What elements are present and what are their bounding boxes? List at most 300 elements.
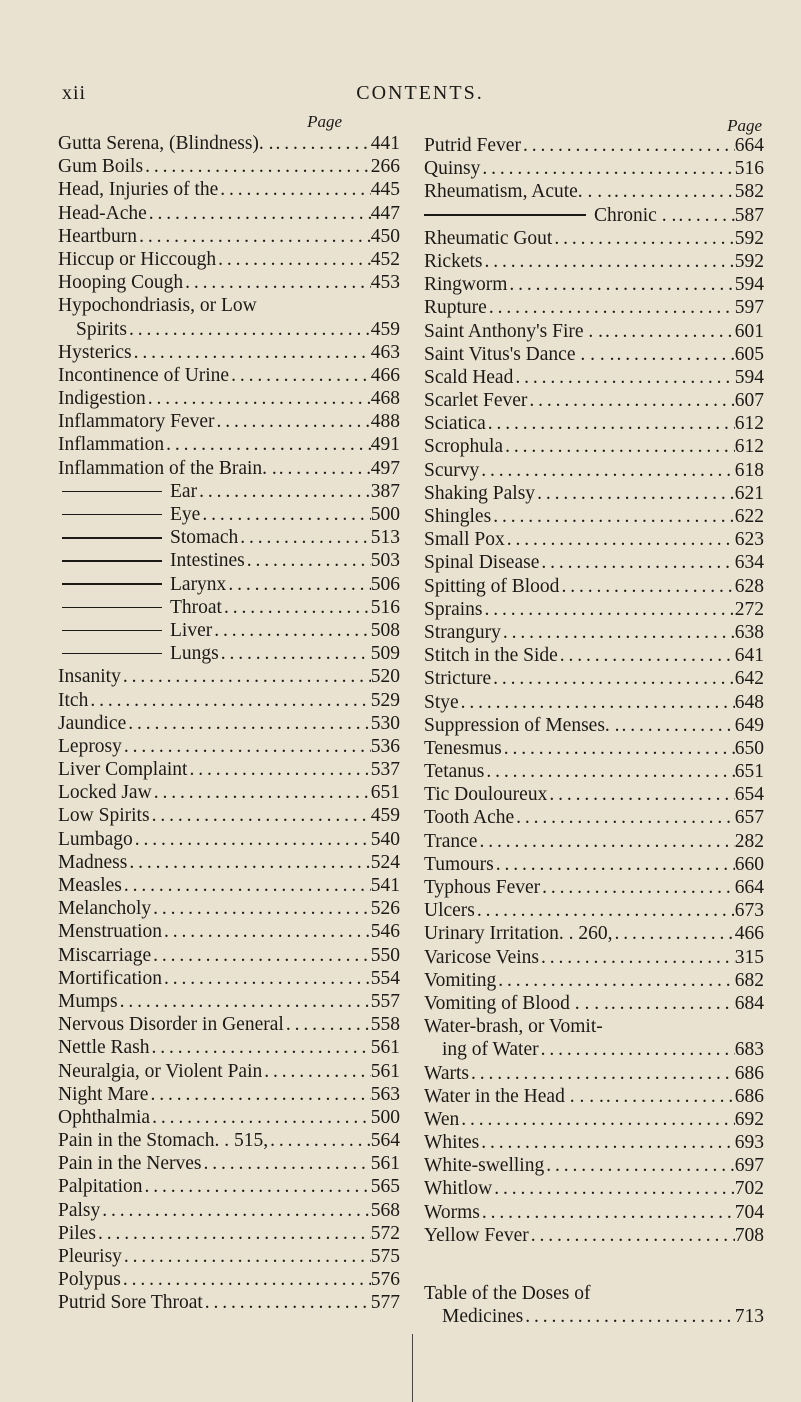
entry-title-text: Polypus [58, 1269, 121, 1291]
entry-page-number: 649 [734, 714, 764, 736]
index-entry [424, 644, 764, 667]
entry-page-number: 565 [370, 1176, 400, 1198]
entry-title-text: Lumbago [58, 828, 133, 850]
entry-title-text: Scrophula [424, 436, 504, 458]
dot-leader [558, 644, 735, 667]
dot-leader [162, 920, 371, 943]
entry-title [424, 250, 483, 273]
index-entry [58, 990, 400, 1013]
entry-title [58, 874, 122, 897]
entry-title-text: Larynx [170, 573, 227, 595]
entry-page-number: 621 [734, 482, 764, 504]
index-list-left [58, 132, 400, 1315]
index-entry [58, 387, 400, 410]
entry-title-text: Neuralgia, or Violent Pain [58, 1060, 263, 1082]
index-entry [424, 1177, 764, 1200]
entry-title-text: Spitting of Blood [424, 575, 560, 597]
index-entry [58, 1175, 400, 1198]
index-entry [424, 783, 764, 806]
entry-page-number: 657 [734, 807, 764, 829]
index-entry [58, 851, 400, 874]
entry-title [424, 320, 603, 343]
entry-title [424, 459, 479, 482]
entry-page-number: 516 [370, 596, 400, 618]
dot-leader [459, 691, 735, 714]
index-entry [58, 1245, 400, 1268]
index-entry [424, 1305, 764, 1328]
entry-page-number: 516 [734, 158, 764, 180]
entry-title [58, 828, 133, 851]
ditto-rule [62, 607, 162, 609]
entry-title-text: Ear [170, 480, 198, 502]
ditto-rule [62, 630, 162, 632]
entry-page-number: 684 [734, 992, 764, 1014]
dot-leader [505, 528, 735, 551]
entry-title-text: Trance [424, 830, 478, 852]
dot-leader [268, 1129, 371, 1152]
dot-leader [612, 922, 734, 945]
dot-leader [100, 1199, 370, 1222]
entry-page-number: 445 [370, 179, 400, 201]
dot-leader [245, 549, 371, 572]
dot-leader [127, 318, 371, 341]
entry-title [424, 714, 620, 737]
entry-title-text: Chronic . . [594, 204, 677, 226]
entry-page-number: 387 [370, 480, 400, 502]
dot-leader [523, 1305, 735, 1328]
entry-page-number: 664 [734, 135, 764, 156]
entry-page-number: 491 [370, 434, 400, 456]
entry-title [58, 665, 121, 688]
dot-leader [127, 851, 370, 874]
entry-page-number: 520 [370, 666, 400, 688]
entry-page-number: 468 [370, 388, 400, 410]
entry-title [424, 969, 496, 992]
dot-leader [284, 1013, 371, 1036]
index-entry [58, 178, 400, 201]
entry-title [424, 575, 559, 598]
entry-title [58, 480, 197, 503]
entry-title [424, 806, 514, 829]
dot-leader [183, 271, 371, 294]
index-entry [58, 735, 400, 758]
entry-title-text: Varicose Veins [424, 946, 539, 968]
index-entry [58, 294, 400, 317]
entry-title-text: Small Pox [424, 529, 505, 551]
entry-page-number: 541 [370, 875, 400, 896]
entry-title [58, 294, 257, 317]
index-entry [58, 1222, 400, 1245]
index-entry [424, 969, 764, 992]
entry-page-number: 607 [734, 390, 764, 412]
entry-title [58, 1106, 150, 1129]
entry-title-text: Madness [58, 851, 128, 873]
dot-leader [150, 1036, 371, 1059]
entry-title-text: ing of Water [442, 1039, 539, 1061]
index-entry [58, 573, 400, 596]
entry-page-number: 673 [734, 900, 764, 922]
entry-page-number: 638 [734, 621, 764, 643]
entry-title [58, 410, 215, 433]
entry-title [424, 1131, 479, 1154]
index-entry [424, 992, 764, 1015]
dot-leader [219, 642, 371, 665]
entry-title-text: Pleurisy [58, 1246, 122, 1267]
entry-title [58, 549, 245, 572]
dot-leader [514, 806, 735, 829]
entry-title-text: Scald Head [424, 366, 514, 388]
entry-title [58, 642, 219, 665]
entry-page-number: 558 [370, 1014, 400, 1036]
entry-title [424, 830, 477, 853]
index-entry [424, 296, 764, 319]
index-entry [58, 665, 400, 688]
page-column-label: Page [727, 116, 762, 135]
entry-title-text: Miscarriage [58, 944, 152, 966]
entry-title [58, 1060, 262, 1083]
index-entry [58, 341, 400, 364]
index-entry [424, 621, 764, 644]
entry-title [58, 387, 146, 410]
index-entry [58, 410, 400, 433]
dot-leader [480, 157, 734, 180]
dot-leader [121, 665, 371, 688]
entry-title-text: Typhous Fever [424, 877, 541, 898]
entry-title-text: Rheumatic Gout [424, 227, 553, 249]
entry-title [424, 227, 552, 250]
entry-page-number: 651 [370, 782, 400, 804]
entry-title [58, 1222, 96, 1245]
index-entry [58, 433, 400, 456]
ditto-rule [62, 583, 162, 585]
column-divider [412, 1334, 413, 1402]
dot-leader [203, 1291, 371, 1314]
dot-leader [559, 575, 734, 598]
entry-page-number: 500 [370, 504, 400, 525]
index-entry [58, 248, 400, 271]
entry-title [58, 503, 200, 526]
entry-page-number: 592 [734, 250, 764, 272]
entry-title [58, 920, 162, 943]
section-gap [424, 1247, 764, 1282]
dot-leader [197, 480, 371, 503]
entry-page-number: 500 [370, 1106, 400, 1128]
entry-title-text: Lungs [170, 643, 219, 665]
entry-title-text: Vomiting [424, 969, 497, 991]
entry-title-text: White-swelling [424, 1155, 545, 1177]
dot-leader [146, 387, 371, 410]
index-entry [424, 250, 764, 273]
index-entry [58, 967, 400, 990]
entry-page-number: 576 [370, 1269, 400, 1291]
entry-title [58, 1291, 203, 1314]
dot-leader [277, 457, 371, 480]
index-entry [424, 482, 764, 505]
dot-leader [603, 320, 735, 343]
entry-title-text: Gutta Serena, (Blindness). . [58, 133, 274, 154]
entry-page-number: 597 [734, 297, 764, 319]
dot-leader [486, 412, 735, 435]
entry-title [58, 364, 229, 387]
entry-page-number: 459 [370, 318, 400, 340]
index-entry [58, 920, 400, 943]
dot-leader [535, 482, 735, 505]
entry-title-text: Nettle Rash [58, 1037, 150, 1059]
dot-leader [229, 364, 371, 387]
index-entry [58, 1268, 400, 1291]
entry-page-number: 526 [370, 898, 400, 920]
entry-title [424, 482, 535, 505]
dot-leader [496, 969, 735, 992]
index-entry [424, 157, 764, 180]
index-entry [424, 691, 764, 714]
entry-page-number: 577 [370, 1292, 400, 1314]
index-entry [424, 1038, 764, 1061]
entry-title-text: Throat [170, 596, 222, 618]
entry-page-number: 546 [370, 921, 400, 943]
entry-title [424, 853, 494, 876]
dot-leader [226, 573, 370, 596]
entry-page-number: 654 [734, 784, 764, 806]
index-entry [424, 505, 764, 528]
index-entry [424, 1131, 764, 1154]
entry-page-number: 708 [734, 1224, 764, 1246]
entry-title [58, 248, 216, 271]
entry-title-text: Incontinence of Urine [58, 364, 230, 386]
entry-page-number: 447 [370, 202, 400, 224]
entry-title-text: Inflammation [58, 434, 165, 456]
entry-page-number: 592 [734, 227, 764, 249]
dot-leader [620, 714, 735, 737]
entry-page-number: 693 [734, 1132, 764, 1154]
entry-title [424, 435, 503, 458]
entry-title-text: Mortification [58, 967, 162, 989]
index-entry [424, 737, 764, 760]
dot-leader [513, 366, 734, 389]
dot-leader [122, 1245, 371, 1268]
entry-title [424, 1108, 459, 1131]
entry-title [424, 1305, 523, 1328]
dot-leader [152, 781, 371, 804]
entry-title-text: Locked Jaw [58, 782, 152, 804]
dot-leader [491, 667, 735, 690]
entry-title [58, 758, 187, 781]
index-entry [424, 714, 764, 737]
index-entry [58, 155, 400, 178]
entry-page-number: 463 [370, 341, 400, 363]
entry-title-text: Rheumatism, Acute. . . . [424, 181, 612, 203]
ditto-rule [62, 537, 162, 539]
entry-title [424, 598, 483, 621]
index-entry [58, 364, 400, 387]
dot-leader [529, 1224, 735, 1247]
index-entry [58, 944, 400, 967]
index-entry [424, 899, 764, 922]
index-entry [424, 1085, 764, 1108]
entry-title [58, 271, 183, 294]
index-entry [58, 1199, 400, 1222]
entry-title-text: Strangury [424, 621, 501, 643]
entry-title-text: Water-brash, or Vomit- [424, 1016, 603, 1038]
entry-page-number: 692 [734, 1108, 764, 1130]
index-entry [424, 667, 764, 690]
index-entry [58, 1036, 400, 1059]
dot-leader [483, 250, 735, 273]
entry-title [58, 318, 127, 341]
dot-leader [604, 1085, 735, 1108]
dot-leader [539, 1038, 735, 1061]
entry-title-text: Night Mare [58, 1083, 149, 1105]
dot-leader [459, 1108, 735, 1131]
entry-page-number: 664 [734, 877, 764, 898]
ditto-rule [424, 214, 586, 216]
entry-title-text: Suppression of Menses. . [424, 714, 620, 736]
dot-leader [137, 225, 371, 248]
entry-title [58, 1083, 148, 1106]
entry-title-text: Head, Injuries of the [58, 179, 219, 201]
index-entry [424, 389, 764, 412]
index-entry [424, 134, 764, 157]
entry-page-number: 623 [734, 529, 764, 551]
index-entry [58, 596, 400, 619]
entry-title [424, 667, 491, 690]
entry-title-text: Gum Boils [58, 156, 144, 178]
entry-title [58, 897, 151, 920]
entry-title [58, 944, 151, 967]
entry-title [58, 573, 226, 596]
entry-page-number: 587 [734, 204, 764, 226]
entry-page-number: 704 [734, 1201, 764, 1223]
entry-title [424, 157, 480, 180]
entry-title [424, 412, 486, 435]
dot-leader [96, 1222, 371, 1245]
entry-title [58, 1199, 100, 1222]
entry-page-number: 554 [370, 967, 400, 989]
entry-title-text: Melancholy [58, 898, 152, 920]
index-entry [58, 132, 400, 155]
entry-title-text: Piles [58, 1222, 96, 1244]
dot-leader [544, 1154, 735, 1177]
dot-leader [552, 227, 734, 250]
entry-title-text: Tetanus [424, 761, 485, 783]
index-entry [58, 828, 400, 851]
entry-title-text: Ulcers [424, 900, 475, 922]
dot-leader [492, 1177, 735, 1200]
dot-leader [121, 1268, 371, 1291]
entry-title-text: Hysterics [58, 341, 132, 363]
entry-title [424, 528, 505, 551]
entry-title [58, 225, 137, 248]
dot-leader [479, 1131, 735, 1154]
index-entry [424, 180, 764, 203]
entry-title [424, 343, 614, 366]
entry-page-number: 683 [734, 1039, 764, 1061]
index-entry [424, 876, 764, 899]
entry-page-number: 282 [734, 830, 764, 852]
entry-title-text: Palpitation [58, 1176, 143, 1198]
entry-title-text: Tic Douloureux [424, 784, 548, 806]
entry-page-number: 536 [370, 735, 400, 757]
dot-leader [502, 737, 735, 760]
entry-title [424, 737, 502, 760]
dot-leader [480, 1201, 735, 1224]
entry-title [58, 1175, 143, 1198]
dot-leader [150, 804, 371, 827]
dot-leader [539, 551, 734, 574]
entry-title-text: Leprosy [58, 735, 122, 757]
entry-page-number: 509 [370, 643, 400, 665]
entry-title [58, 202, 147, 225]
entry-title-text: Menstruation [58, 921, 162, 943]
index-list-right [424, 134, 764, 1328]
entry-title-text: Putrid Sore Throat [58, 1292, 203, 1314]
entry-title-text: Yellow Fever [424, 1224, 529, 1246]
dot-leader [507, 273, 734, 296]
entry-page-number: 506 [370, 573, 400, 595]
index-entry [58, 758, 400, 781]
entry-title [424, 644, 558, 667]
entry-title-text: Low Spirits [58, 805, 150, 827]
entry-title-text: Water in the Head . . . . [424, 1085, 604, 1107]
entry-page-number: 682 [734, 969, 764, 991]
dot-leader [479, 459, 735, 482]
entry-title-text: Liver Complaint [58, 759, 188, 781]
index-entry [58, 689, 400, 712]
entry-title [58, 132, 274, 155]
entry-title [424, 783, 547, 806]
entry-title [424, 1085, 604, 1108]
index-entry [58, 549, 400, 572]
dot-leader [164, 433, 371, 456]
entry-title-text: Rupture [424, 297, 487, 319]
entry-title [424, 876, 540, 899]
index-entry [58, 804, 400, 827]
entry-title-text: Stye [424, 691, 459, 713]
dot-leader [491, 505, 735, 528]
entry-title-text: Mumps [58, 990, 118, 1012]
index-entry [58, 642, 400, 665]
entry-title-text: Medicines [442, 1306, 524, 1328]
entry-title [58, 1036, 150, 1059]
entry-title-text: Tooth Ache [424, 807, 515, 829]
index-entry [424, 343, 764, 366]
index-entry [58, 712, 400, 735]
index-entry [424, 922, 764, 945]
entry-page-number: 488 [370, 411, 400, 433]
index-entry [58, 1060, 400, 1083]
entry-title-text: Insanity [58, 666, 121, 688]
entry-page-number: 524 [370, 851, 400, 873]
index-entry [424, 227, 764, 250]
dot-leader [238, 526, 371, 549]
entry-title [424, 760, 484, 783]
entry-title [424, 204, 676, 227]
entry-title [424, 273, 507, 296]
index-entry [424, 806, 764, 829]
page-number-roman: xii [62, 82, 87, 104]
dot-leader [187, 758, 370, 781]
entry-title-text: Rickets [424, 250, 483, 272]
dot-leader [477, 830, 734, 853]
dot-leader [484, 760, 734, 783]
dot-leader [218, 178, 370, 201]
entry-page-number: 537 [370, 759, 400, 781]
entry-title [58, 433, 164, 456]
entry-title [424, 505, 491, 528]
entry-title-text: Inflammation of the Brain. . [58, 457, 277, 479]
index-entry [424, 528, 764, 551]
index-entry [424, 435, 764, 458]
